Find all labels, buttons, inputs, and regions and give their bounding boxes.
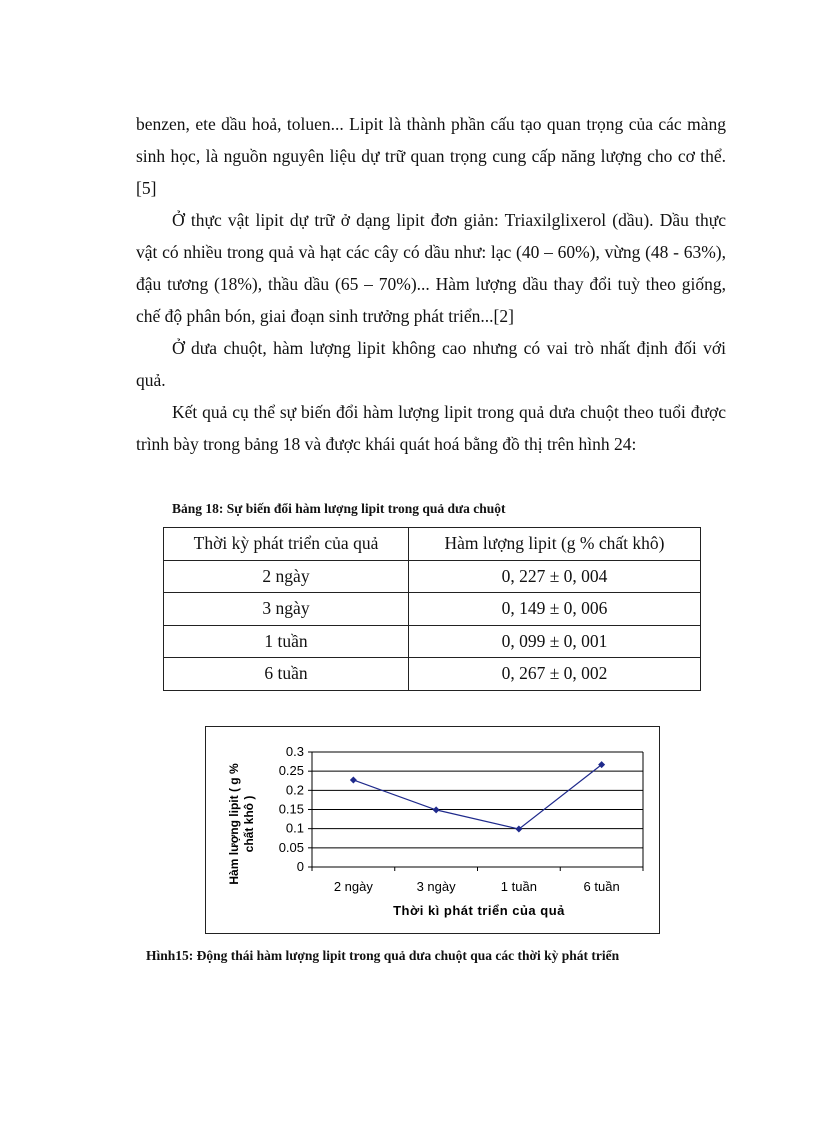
x-tick-labels (334, 879, 620, 894)
series-markers (350, 761, 605, 832)
y-tick-label: 0.3 (285, 744, 304, 759)
x-axis-label: Thời kì phát triển của quả (393, 903, 565, 918)
y-tick-labels (279, 744, 304, 874)
x-tick-label: 1 tuần (500, 879, 537, 894)
table-header-row (164, 528, 701, 561)
paragraph-plant-lipids: Ở thực vật lipit dự trữ ở dạng lipit đơn giản: Triaxilglixerol (dầu). Dầu thực vật có nhiều trong quả và hạt các cây có dầu như: lạc (40 – 60%), vừng (48 - 63%), đậu tương (18%), thầu dầu (65 – 70%)... Hàm lượng dầu thay đổi tuỳ theo giống, chế độ phân bón, giai đoạn sinh trưởng phát triển...[2] (136, 210, 726, 326)
y-axis-label-line2: chất khô ) (242, 795, 256, 853)
data-point-marker (350, 776, 357, 783)
table-header-lipid: Hàm lượng lipit (g % chất khô) (409, 528, 701, 561)
paragraph-results: Kết quả cụ thể sự biến đổi hàm lượng lipit trong quả dưa chuột theo tuổi được trình bày trong bảng 18 và được khái quát hoá bằng đồ thị trên hình 24: (136, 402, 726, 454)
x-tick-label: 6 tuần (583, 879, 620, 894)
paragraph-intro: benzen, ete dầu hoả, toluen... Lipit là thành phần cấu tạo quan trọng của các màng sinh học, là nguồn nguyên liệu dự trữ quan trọng cung cấp năng lượng cho cơ thể.[5] (136, 114, 726, 198)
table-row (164, 658, 701, 691)
table-cell-value: 0, 099 ± 0, 001 (409, 625, 701, 658)
y-tick-label: 0 (296, 859, 304, 874)
y-axis-label-line1: Hàm lượng lipit ( g % (227, 763, 241, 885)
chart-frame (205, 726, 660, 934)
table-cell-period: 2 ngày (164, 560, 409, 593)
table-cell-value: 0, 149 ± 0, 006 (409, 593, 701, 626)
chart-gridlines (308, 752, 643, 871)
table-cell-period: 6 tuần (164, 658, 409, 691)
x-tick-label: 3 ngày (416, 879, 456, 894)
table-row (164, 560, 701, 593)
paragraph-cucumber: Ở dưa chuột, hàm lượng lipit không cao nhưng có vai trò nhất định đối với quả. (136, 338, 726, 390)
data-point-marker (433, 806, 440, 813)
table-row (164, 625, 701, 658)
lipid-table (163, 527, 701, 691)
table-cell-value: 0, 267 ± 0, 002 (409, 658, 701, 691)
x-tick-label: 2 ngày (333, 879, 373, 894)
y-tick-label: 0.25 (278, 763, 304, 779)
table-cell-period: 3 ngày (164, 593, 409, 626)
lipid-line-chart (206, 727, 659, 933)
table-caption: Bảng 18: Sự biến đổi hàm lượng lipit trong quả dưa chuột (172, 501, 506, 516)
table-cell-period: 1 tuần (164, 625, 409, 658)
y-tick-label: 0.05 (278, 839, 304, 855)
y-tick-label: 0.2 (285, 782, 304, 798)
series-line (353, 765, 601, 829)
figure-caption: Hình15: Động thái hàm lượng lipit trong quả dưa chuột qua các thời kỳ phát triển (146, 948, 620, 963)
table-cell-value: 0, 227 ± 0, 004 (409, 560, 701, 593)
y-tick-label: 0.1 (285, 820, 304, 836)
table-row (164, 593, 701, 626)
table-header-period: Thời kỳ phát triển của quả (164, 528, 409, 561)
y-tick-label: 0.15 (278, 801, 304, 817)
